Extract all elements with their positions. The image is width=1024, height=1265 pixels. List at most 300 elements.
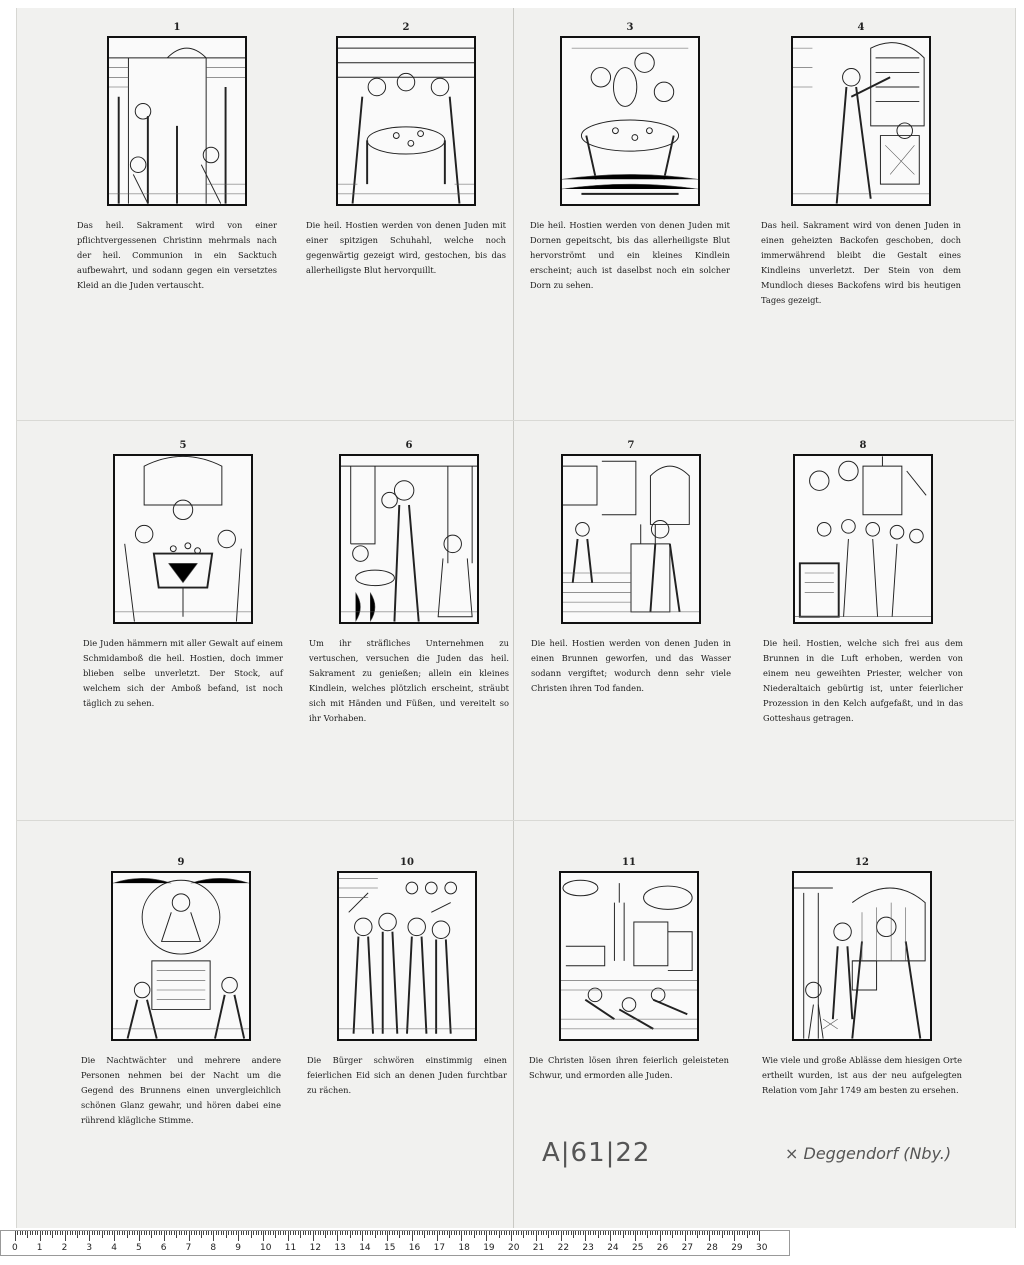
ruler-minor-tick: [744, 1231, 745, 1235]
ruler-minor-tick: [732, 1231, 733, 1235]
ruler-minor-tick: [166, 1231, 167, 1235]
ruler-minor-tick: [675, 1231, 676, 1235]
ruler-minor-tick: [303, 1231, 304, 1235]
woodcut-picture: [563, 456, 699, 622]
ruler-minor-tick: [109, 1231, 110, 1235]
ruler-label: 13: [334, 1243, 346, 1253]
ruler-minor-tick: [573, 1231, 574, 1238]
panel-number: 3: [626, 22, 634, 33]
panel-caption: Um ihr sträfliches Unternehmen zu vertuschen, versuchen die Juden das heil. Sakrament zu genießen; allein ein kleines Kindlein, welches plötzlich erscheint, sträubt sich mit Händen und Füßen, und vereitelt so ihr Vorhaben.: [309, 638, 509, 723]
panel-caption: Die Christen lösen ihren feierlich geleisteten Schwur, und ermorden alle Juden.: [529, 1055, 729, 1080]
ruler-minor-tick: [571, 1231, 572, 1235]
panel-number: 2: [402, 22, 410, 33]
ruler-label: 17: [433, 1243, 446, 1253]
ruler-minor-tick: [583, 1231, 584, 1235]
handwritten-place-note: × Deggendorf (Nby.): [785, 1144, 952, 1163]
ruler-minor-tick: [757, 1231, 758, 1235]
woodcut-illustration: [107, 36, 247, 206]
ruler-minor-tick: [499, 1231, 500, 1238]
ruler-minor-tick: [22, 1231, 23, 1235]
ruler-minor-tick: [509, 1231, 510, 1235]
ruler-minor-tick: [268, 1231, 269, 1235]
ruler-minor-tick: [377, 1231, 378, 1235]
ruler-minor-tick: [300, 1231, 301, 1238]
ruler-minor-tick: [332, 1231, 333, 1235]
ruler-minor-tick: [655, 1231, 656, 1235]
ruler-label: 11: [284, 1243, 297, 1253]
panel-caption: Das heil. Sakrament wird von denen Juden in einen geheizten Backofen geschoben, doch immerwährend bleibt die Gestalt eines Kindleins unverletzt. Der Stein von dem Mundloch dieses Backofens wird bis heutigen Tages gezeigt.: [761, 220, 961, 305]
ruler-minor-tick: [687, 1231, 688, 1235]
ruler-minor-tick: [97, 1231, 98, 1235]
ruler-major-tick: [759, 1231, 760, 1241]
ruler-minor-tick: [680, 1231, 681, 1235]
ruler-minor-tick: [184, 1231, 185, 1235]
ruler-minor-tick: [727, 1231, 728, 1235]
ruler-minor-tick: [119, 1231, 120, 1235]
ruler-minor-tick: [156, 1231, 157, 1235]
ruler-minor-tick: [422, 1231, 423, 1235]
ruler-minor-tick: [211, 1231, 212, 1235]
ruler-minor-tick: [729, 1231, 730, 1235]
ruler-minor-tick: [568, 1231, 569, 1235]
ruler-minor-tick: [392, 1231, 393, 1235]
panel-number: 1: [173, 22, 181, 33]
ruler-minor-tick: [590, 1231, 591, 1235]
ruler-minor-tick: [270, 1231, 271, 1235]
ruler-minor-tick: [45, 1231, 46, 1235]
ruler-minor-tick: [566, 1231, 567, 1235]
ruler-label: 7: [185, 1243, 192, 1253]
ruler-minor-tick: [578, 1231, 579, 1235]
ruler-minor-tick: [295, 1231, 296, 1235]
ruler-minor-tick: [531, 1231, 532, 1235]
panel-5: [68, 440, 298, 711]
ruler-minor-tick: [278, 1231, 279, 1235]
ruler-minor-tick: [357, 1231, 358, 1235]
woodcut-picture: [562, 38, 698, 204]
ruler-major-tick: [536, 1231, 537, 1241]
ruler-minor-tick: [285, 1231, 286, 1235]
ruler-minor-tick: [129, 1231, 130, 1235]
ruler-major-tick: [213, 1231, 214, 1241]
ruler-minor-tick: [256, 1231, 257, 1235]
ruler-label: 19: [483, 1243, 495, 1253]
ruler-label: 6: [160, 1243, 167, 1253]
woodcut-picture: [339, 873, 475, 1039]
ruler-minor-tick: [77, 1231, 78, 1238]
ruler-minor-tick: [293, 1231, 294, 1235]
ruler-minor-tick: [752, 1231, 753, 1235]
ruler-minor-tick: [603, 1231, 604, 1235]
ruler-minor-tick: [169, 1231, 170, 1235]
ruler-minor-tick: [464, 1231, 465, 1235]
ruler-major-tick: [40, 1231, 41, 1241]
panel-number: 6: [405, 440, 413, 451]
ruler-minor-tick: [176, 1231, 177, 1238]
ruler-minor-tick: [196, 1231, 197, 1235]
ruler-minor-tick: [55, 1231, 56, 1235]
ruler-minor-tick: [451, 1231, 452, 1235]
ruler-minor-tick: [174, 1231, 175, 1235]
ruler-minor-tick: [494, 1231, 495, 1235]
ruler-minor-tick: [625, 1231, 626, 1235]
ruler-minor-tick: [360, 1231, 361, 1235]
ruler-minor-tick: [432, 1231, 433, 1235]
ruler-minor-tick: [409, 1231, 410, 1235]
ruler-minor-tick: [642, 1231, 643, 1235]
panel-number: 7: [627, 440, 635, 451]
ruler-minor-tick: [504, 1231, 505, 1235]
ruler-minor-tick: [523, 1231, 524, 1238]
ruler-label: 24: [607, 1243, 619, 1253]
ruler-minor-tick: [112, 1231, 113, 1235]
panel-11: [514, 857, 744, 1083]
panel-2: [291, 22, 521, 278]
ruler-label: 10: [260, 1243, 272, 1253]
ruler-label: 26: [656, 1243, 669, 1253]
ruler-major-tick: [709, 1231, 710, 1241]
panel-4: [746, 22, 976, 308]
ruler-minor-tick: [647, 1231, 648, 1238]
ruler-minor-tick: [580, 1231, 581, 1235]
ruler-minor-tick: [367, 1231, 368, 1235]
ruler-minor-tick: [233, 1231, 234, 1235]
ruler-minor-tick: [414, 1231, 415, 1235]
ruler-minor-tick: [47, 1231, 48, 1235]
ruler-minor-tick: [203, 1231, 204, 1235]
ruler-label: 14: [359, 1243, 371, 1253]
ruler-minor-tick: [137, 1231, 138, 1235]
panel-number: 11: [622, 857, 636, 868]
woodcut-illustration: [337, 871, 477, 1041]
ruler-minor-tick: [533, 1231, 534, 1235]
ruler-major-tick: [164, 1231, 165, 1241]
ruler-minor-tick: [37, 1231, 38, 1235]
horizontal-fold-line: [16, 420, 1014, 421]
ruler-major-tick: [263, 1231, 264, 1241]
measurement-ruler: [0, 1230, 790, 1256]
ruler-minor-tick: [87, 1231, 88, 1235]
ruler-minor-tick: [161, 1231, 162, 1235]
ruler-minor-tick: [223, 1231, 224, 1235]
ruler-minor-tick: [132, 1231, 133, 1235]
ruler-minor-tick: [134, 1231, 135, 1235]
ruler-label: 1: [36, 1243, 43, 1253]
ruler-minor-tick: [397, 1231, 398, 1235]
ruler-minor-tick: [439, 1231, 440, 1235]
ruler-minor-tick: [556, 1231, 557, 1235]
ruler-major-tick: [561, 1231, 562, 1241]
ruler-minor-tick: [251, 1231, 252, 1238]
ruler-minor-tick: [754, 1231, 755, 1235]
panel-caption: Die Bürger schwören einstimmig einen feierlichen Eid sich an denen Juden furchtbar zu rächen.: [307, 1055, 507, 1095]
woodcut-picture: [795, 456, 931, 622]
woodcut-picture: [341, 456, 477, 622]
ruler-minor-tick: [682, 1231, 683, 1235]
ruler-minor-tick: [310, 1231, 311, 1235]
ruler-minor-tick: [707, 1231, 708, 1235]
ruler-minor-tick: [350, 1231, 351, 1238]
ruler-minor-tick: [543, 1231, 544, 1235]
panel-8: [748, 440, 978, 726]
ruler-minor-tick: [241, 1231, 242, 1235]
ruler-minor-tick: [352, 1231, 353, 1235]
ruler-minor-tick: [75, 1231, 76, 1235]
ruler-label: 21: [532, 1243, 545, 1253]
ruler-minor-tick: [427, 1231, 428, 1235]
panel-number: 4: [857, 22, 865, 33]
panel-6: [294, 440, 524, 726]
woodcut-illustration: [559, 871, 699, 1041]
ruler-minor-tick: [399, 1231, 400, 1238]
ruler-major-tick: [461, 1231, 462, 1241]
ruler-minor-tick: [72, 1231, 73, 1235]
ruler-minor-tick: [171, 1231, 172, 1235]
ruler-minor-tick: [290, 1231, 291, 1235]
ruler-minor-tick: [697, 1231, 698, 1238]
ruler-minor-tick: [248, 1231, 249, 1235]
ruler-minor-tick: [513, 1231, 514, 1235]
ruler-major-tick: [610, 1231, 611, 1241]
ruler-label: 4: [111, 1243, 117, 1253]
ruler-minor-tick: [665, 1231, 666, 1235]
ruler-major-tick: [15, 1231, 16, 1241]
ruler-minor-tick: [491, 1231, 492, 1235]
panel-number: 10: [400, 857, 414, 868]
ruler-minor-tick: [325, 1231, 326, 1238]
ruler-minor-tick: [221, 1231, 222, 1235]
ruler-major-tick: [189, 1231, 190, 1241]
ruler-minor-tick: [382, 1231, 383, 1235]
ruler-label: 16: [408, 1243, 421, 1253]
ruler-minor-tick: [652, 1231, 653, 1235]
panel-caption: Die heil. Hostien werden von denen Juden mit Dornen gepeitscht, bis das allerheiligste Blut hervorströmt und ein kleines Kindlein erscheint; auch ist daselbst noch ein solcher Dorn zu sehen.: [530, 220, 730, 290]
ruler-label: 0: [12, 1243, 18, 1253]
ruler-major-tick: [89, 1231, 90, 1241]
ruler-minor-tick: [318, 1231, 319, 1235]
ruler-minor-tick: [206, 1231, 207, 1235]
ruler-minor-tick: [389, 1231, 390, 1235]
ruler-minor-tick: [712, 1231, 713, 1235]
ruler-major-tick: [585, 1231, 586, 1241]
ruler-minor-tick: [670, 1231, 671, 1235]
ruler-major-tick: [337, 1231, 338, 1241]
panel-caption: Die heil. Hostien werden von denen Juden in einen Brunnen geworfen, und das Wasser sodann vergiftet; wodurch denn sehr viele Christen ihren Tod fanden.: [531, 638, 731, 693]
ruler-minor-tick: [216, 1231, 217, 1235]
ruler-minor-tick: [144, 1231, 145, 1235]
ruler-minor-tick: [407, 1231, 408, 1235]
ruler-minor-tick: [563, 1231, 564, 1235]
ruler-minor-tick: [479, 1231, 480, 1235]
ruler-major-tick: [313, 1231, 314, 1241]
ruler-label: 28: [706, 1243, 718, 1253]
ruler-minor-tick: [246, 1231, 247, 1235]
ruler-minor-tick: [618, 1231, 619, 1235]
ruler-minor-tick: [84, 1231, 85, 1235]
ruler-minor-tick: [749, 1231, 750, 1235]
ruler-minor-tick: [107, 1231, 108, 1235]
ruler-minor-tick: [613, 1231, 614, 1235]
ruler-minor-tick: [127, 1231, 128, 1238]
ruler-major-tick: [685, 1231, 686, 1241]
ruler-minor-tick: [608, 1231, 609, 1235]
ruler-minor-tick: [719, 1231, 720, 1235]
panel-10: [292, 857, 522, 1098]
ruler-minor-tick: [662, 1231, 663, 1235]
ruler-label: 5: [136, 1243, 142, 1253]
ruler-minor-tick: [179, 1231, 180, 1235]
ruler-major-tick: [734, 1231, 735, 1241]
ruler-minor-tick: [419, 1231, 420, 1235]
panel-caption: Die Juden hämmern mit aller Gewalt auf einem Schmidamboß die heil. Hostien, doch immer blieben selbe unverletzt. Der Stock, auf welchem sich der Amboß befand, ist noch täglich zu sehen.: [83, 638, 283, 708]
ruler-minor-tick: [429, 1231, 430, 1235]
woodcut-illustration: [793, 454, 933, 624]
ruler-minor-tick: [308, 1231, 309, 1235]
ruler-minor-tick: [695, 1231, 696, 1235]
woodcut-picture: [338, 38, 474, 204]
ruler-minor-tick: [261, 1231, 262, 1235]
woodcut-picture: [109, 38, 245, 204]
ruler-label: 2: [61, 1243, 68, 1253]
ruler-minor-tick: [623, 1231, 624, 1238]
ruler-minor-tick: [692, 1231, 693, 1235]
ruler-minor-tick: [633, 1231, 634, 1235]
panel-caption: Die heil. Hostien werden von denen Juden mit einer spitzigen Schuhahl, welche noch gegenwärtig gezeigt wird, gestochen, bis das allerheiligste Blut hervorquillt.: [306, 220, 506, 275]
ruler-label: 15: [384, 1243, 396, 1253]
ruler-minor-tick: [476, 1231, 477, 1235]
ruler-minor-tick: [575, 1231, 576, 1235]
ruler-minor-tick: [541, 1231, 542, 1235]
ruler-minor-tick: [62, 1231, 63, 1235]
ruler-minor-tick: [454, 1231, 455, 1235]
ruler-minor-tick: [181, 1231, 182, 1235]
ruler-major-tick: [387, 1231, 388, 1241]
ruler-label: 29: [731, 1243, 743, 1253]
ruler-minor-tick: [521, 1231, 522, 1235]
ruler-minor-tick: [149, 1231, 150, 1235]
ruler-minor-tick: [228, 1231, 229, 1235]
ruler-minor-tick: [615, 1231, 616, 1235]
ruler-minor-tick: [124, 1231, 125, 1235]
ruler-minor-tick: [32, 1231, 33, 1235]
ruler-label: 25: [632, 1243, 644, 1253]
ruler-major-tick: [511, 1231, 512, 1241]
ruler-minor-tick: [598, 1231, 599, 1238]
ruler-minor-tick: [323, 1231, 324, 1235]
ruler-minor-tick: [57, 1231, 58, 1235]
ruler-minor-tick: [717, 1231, 718, 1235]
panel-number: 9: [177, 857, 185, 868]
ruler-minor-tick: [595, 1231, 596, 1235]
ruler-minor-tick: [704, 1231, 705, 1235]
ruler-minor-tick: [208, 1231, 209, 1235]
ruler-major-tick: [437, 1231, 438, 1241]
ruler-major-tick: [412, 1231, 413, 1241]
ruler-minor-tick: [469, 1231, 470, 1235]
ruler-minor-tick: [385, 1231, 386, 1235]
panel-number: 8: [859, 440, 867, 451]
ruler-major-tick: [288, 1231, 289, 1241]
ruler-minor-tick: [593, 1231, 594, 1235]
ruler-minor-tick: [25, 1231, 26, 1235]
ruler-minor-tick: [657, 1231, 658, 1235]
ruler-minor-tick: [27, 1231, 28, 1238]
ruler-minor-tick: [637, 1231, 638, 1235]
ruler-major-tick: [139, 1231, 140, 1241]
ruler-minor-tick: [605, 1231, 606, 1235]
ruler-major-tick: [660, 1231, 661, 1241]
ruler-minor-tick: [315, 1231, 316, 1235]
woodcut-picture: [794, 873, 930, 1039]
woodcut-picture: [115, 456, 251, 622]
ruler-minor-tick: [345, 1231, 346, 1235]
ruler-minor-tick: [231, 1231, 232, 1235]
ruler-minor-tick: [82, 1231, 83, 1235]
ruler-label: 18: [458, 1243, 470, 1253]
ruler-minor-tick: [699, 1231, 700, 1235]
ruler-minor-tick: [702, 1231, 703, 1235]
ruler-minor-tick: [372, 1231, 373, 1235]
ruler-minor-tick: [199, 1231, 200, 1235]
ruler-minor-tick: [191, 1231, 192, 1235]
ruler-minor-tick: [690, 1231, 691, 1235]
ruler-minor-tick: [402, 1231, 403, 1235]
ruler-minor-tick: [742, 1231, 743, 1235]
ruler-label: 9: [235, 1243, 241, 1253]
woodcut-illustration: [561, 454, 701, 624]
woodcut-picture: [793, 38, 929, 204]
ruler-minor-tick: [265, 1231, 266, 1235]
ruler-minor-tick: [672, 1231, 673, 1238]
ruler-minor-tick: [275, 1231, 276, 1238]
ruler-minor-tick: [273, 1231, 274, 1235]
ruler-minor-tick: [17, 1231, 18, 1235]
ruler-minor-tick: [551, 1231, 552, 1235]
ruler-minor-tick: [20, 1231, 21, 1235]
ruler-minor-tick: [548, 1231, 549, 1238]
woodcut-illustration: [111, 871, 251, 1041]
ruler-minor-tick: [70, 1231, 71, 1235]
ruler-minor-tick: [355, 1231, 356, 1235]
ruler-minor-tick: [186, 1231, 187, 1235]
ruler-label: 27: [681, 1243, 694, 1253]
ruler-minor-tick: [466, 1231, 467, 1235]
ruler-major-tick: [238, 1231, 239, 1241]
ruler-minor-tick: [667, 1231, 668, 1235]
ruler-minor-tick: [588, 1231, 589, 1235]
woodcut-illustration: [339, 454, 479, 624]
ruler-minor-tick: [342, 1231, 343, 1235]
ruler-minor-tick: [280, 1231, 281, 1235]
ruler-minor-tick: [60, 1231, 61, 1235]
ruler-minor-tick: [122, 1231, 123, 1235]
ruler-minor-tick: [94, 1231, 95, 1235]
ruler-label: 22: [557, 1243, 570, 1253]
ruler-minor-tick: [471, 1231, 472, 1235]
ruler-label: 30: [756, 1243, 768, 1253]
panel-9: [66, 857, 296, 1128]
ruler-major-tick: [486, 1231, 487, 1241]
woodcut-illustration: [792, 871, 932, 1041]
ruler-minor-tick: [340, 1231, 341, 1235]
ruler-minor-tick: [739, 1231, 740, 1235]
ruler-minor-tick: [380, 1231, 381, 1235]
ruler-minor-tick: [194, 1231, 195, 1235]
ruler-minor-tick: [226, 1231, 227, 1238]
ruler-minor-tick: [553, 1231, 554, 1235]
ruler-minor-tick: [79, 1231, 80, 1235]
ruler-minor-tick: [650, 1231, 651, 1235]
